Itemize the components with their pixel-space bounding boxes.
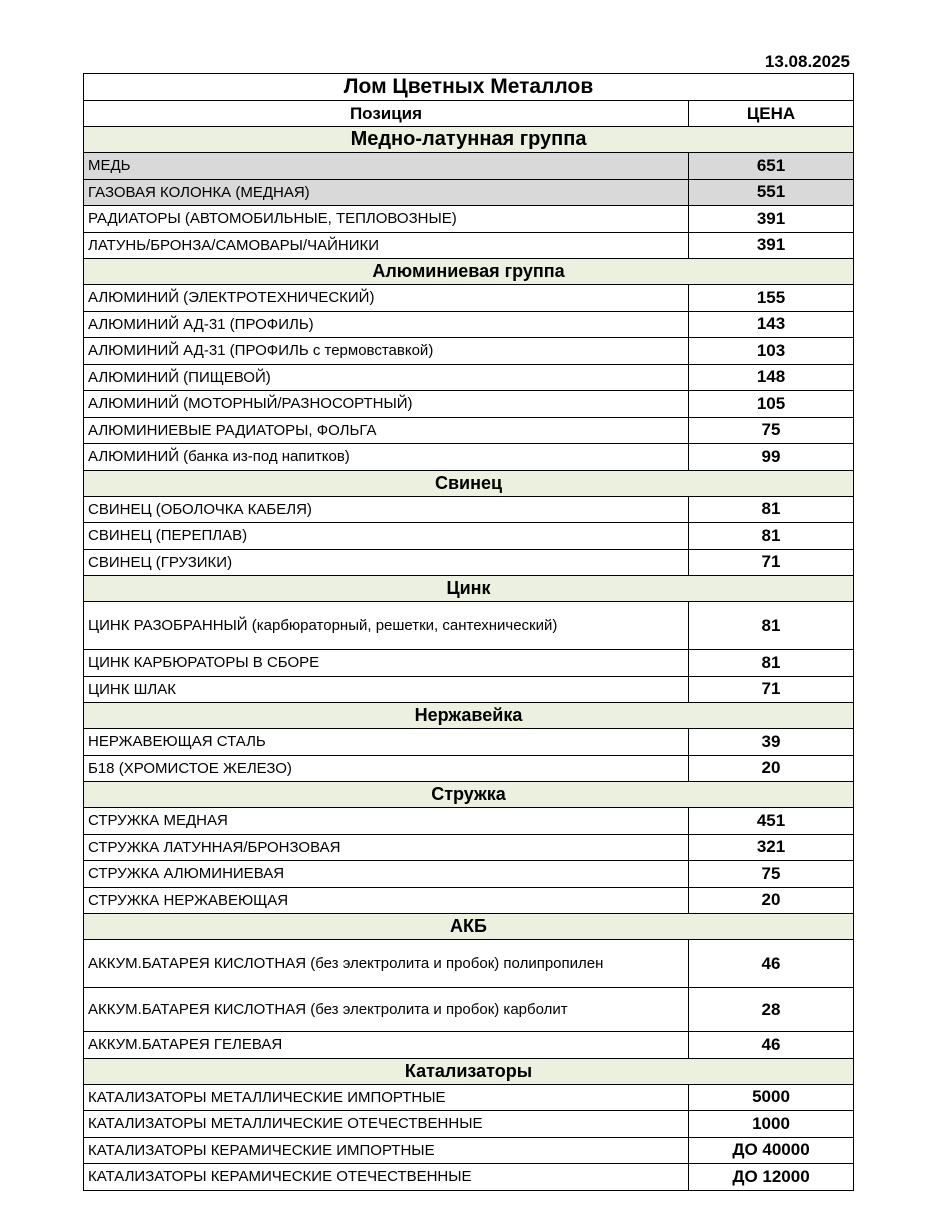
item-name: Б18 (ХРОМИСТОЕ ЖЕЛЕЗО) [84, 755, 689, 782]
item-name: АЛЮМИНИЙ (банка из-под напитков) [84, 444, 689, 471]
item-price: ДО 40000 [689, 1137, 854, 1164]
item-price: 148 [689, 364, 854, 391]
group-header [84, 470, 854, 496]
column-header-price: ЦЕНА [689, 101, 854, 127]
group-title: Свинец [84, 470, 854, 496]
table-title: Лом Цветных Металлов [84, 74, 854, 101]
item-name: ЦИНК РАЗОБРАННЫЙ (карбюраторный, решетки, сантехнический) [84, 602, 689, 650]
table-row [84, 364, 854, 391]
table-row [84, 861, 854, 888]
table-row [84, 1137, 854, 1164]
table-row [84, 391, 854, 418]
item-price: 103 [689, 338, 854, 365]
item-name: РАДИАТОРЫ (АВТОМОБИЛЬНЫЕ, ТЕПЛОВОЗНЫЕ) [84, 206, 689, 233]
table-row [84, 153, 854, 180]
item-price: 551 [689, 179, 854, 206]
table-row [84, 940, 854, 988]
item-name: АЛЮМИНИЙ (ПИЩЕВОЙ) [84, 364, 689, 391]
item-name: АЛЮМИНИЙ (МОТОРНЫЙ/РАЗНОСОРТНЫЙ) [84, 391, 689, 418]
item-price: 75 [689, 417, 854, 444]
item-name: ГАЗОВАЯ КОЛОНКА (МЕДНАЯ) [84, 179, 689, 206]
item-price: 143 [689, 311, 854, 338]
item-price: 391 [689, 206, 854, 233]
item-price: 71 [689, 676, 854, 703]
item-name: МЕДЬ [84, 153, 689, 180]
group-title: Стружка [84, 782, 854, 808]
item-price: 28 [689, 988, 854, 1032]
item-name: ЦИНК КАРБЮРАТОРЫ В СБОРЕ [84, 650, 689, 677]
table-row [84, 496, 854, 523]
table-row [84, 988, 854, 1032]
table-row [84, 285, 854, 312]
item-price: 20 [689, 755, 854, 782]
table-row [84, 549, 854, 576]
item-name: СТРУЖКА МЕДНАЯ [84, 808, 689, 835]
table-row [84, 311, 854, 338]
item-name: АЛЮМИНИЙ (ЭЛЕКТРОТЕХНИЧЕСКИЙ) [84, 285, 689, 312]
item-price: 451 [689, 808, 854, 835]
item-price: 20 [689, 887, 854, 914]
table-row [84, 602, 854, 650]
item-name: АЛЮМИНИЙ АД-31 (ПРОФИЛЬ) [84, 311, 689, 338]
group-header [84, 914, 854, 940]
item-price: 321 [689, 834, 854, 861]
table-row [84, 834, 854, 861]
table-row [84, 887, 854, 914]
price-list-date: 13.08.2025 [764, 52, 850, 71]
item-price: 81 [689, 602, 854, 650]
table-row [84, 808, 854, 835]
item-name: КАТАЛИЗАТОРЫ МЕТАЛЛИЧЕСКИЕ ОТЕЧЕСТВЕННЫЕ [84, 1111, 689, 1138]
table-row [84, 1084, 854, 1111]
item-name: АЛЮМИНИЕВЫЕ РАДИАТОРЫ, ФОЛЬГА [84, 417, 689, 444]
title-row [84, 74, 854, 101]
table-row [84, 650, 854, 677]
item-name: СВИНЕЦ (ПЕРЕПЛАВ) [84, 523, 689, 550]
item-price: 391 [689, 232, 854, 259]
table-row [84, 676, 854, 703]
table-row [84, 232, 854, 259]
group-title: Алюминиевая группа [84, 259, 854, 285]
item-price: 71 [689, 549, 854, 576]
item-price: 1000 [689, 1111, 854, 1138]
item-name: АККУМ.БАТАРЕЯ КИСЛОТНАЯ (без электролита и пробок) полипропилен [84, 940, 689, 988]
group-title: Нержавейка [84, 703, 854, 729]
item-name: СВИНЕЦ (ГРУЗИКИ) [84, 549, 689, 576]
item-price: 46 [689, 940, 854, 988]
item-price: ДО 12000 [689, 1164, 854, 1191]
group-header [84, 782, 854, 808]
item-name: СТРУЖКА ЛАТУННАЯ/БРОНЗОВАЯ [84, 834, 689, 861]
item-name: СТРУЖКА АЛЮМИНИЕВАЯ [84, 861, 689, 888]
table-row [84, 417, 854, 444]
table-row [84, 179, 854, 206]
item-price: 105 [689, 391, 854, 418]
item-name: СТРУЖКА НЕРЖАВЕЮЩАЯ [84, 887, 689, 914]
group-title: Медно-латунная группа [84, 127, 854, 153]
table-row [84, 1164, 854, 1191]
item-name: АККУМ.БАТАРЕЯ КИСЛОТНАЯ (без электролита и пробок) карболит [84, 988, 689, 1032]
header-row [84, 101, 854, 127]
item-name: КАТАЛИЗАТОРЫ КЕРАМИЧЕСКИЕ ИМПОРТНЫЕ [84, 1137, 689, 1164]
column-header-position: Позиция [84, 101, 689, 127]
group-header [84, 576, 854, 602]
item-name: КАТАЛИЗАТОРЫ КЕРАМИЧЕСКИЕ ОТЕЧЕСТВЕННЫЕ [84, 1164, 689, 1191]
item-price: 155 [689, 285, 854, 312]
item-price: 81 [689, 523, 854, 550]
item-price: 99 [689, 444, 854, 471]
item-price: 81 [689, 650, 854, 677]
table-row [84, 1032, 854, 1059]
price-table [83, 73, 854, 1191]
group-header [84, 703, 854, 729]
group-title: АКБ [84, 914, 854, 940]
item-price: 46 [689, 1032, 854, 1059]
group-header [84, 127, 854, 153]
table-row [84, 523, 854, 550]
group-title: Цинк [84, 576, 854, 602]
table-row [84, 729, 854, 756]
table-row [84, 206, 854, 233]
item-price: 75 [689, 861, 854, 888]
item-price: 5000 [689, 1084, 854, 1111]
table-row [84, 755, 854, 782]
item-name: ЛАТУНЬ/БРОНЗА/САМОВАРЫ/ЧАЙНИКИ [84, 232, 689, 259]
item-name: АЛЮМИНИЙ АД-31 (ПРОФИЛЬ с термовставкой) [84, 338, 689, 365]
item-name: СВИНЕЦ (ОБОЛОЧКА КАБЕЛЯ) [84, 496, 689, 523]
item-name: КАТАЛИЗАТОРЫ МЕТАЛЛИЧЕСКИЕ ИМПОРТНЫЕ [84, 1084, 689, 1111]
group-title: Катализаторы [84, 1058, 854, 1084]
table-row [84, 444, 854, 471]
table-row [84, 1111, 854, 1138]
item-name: НЕРЖАВЕЮЩАЯ СТАЛЬ [84, 729, 689, 756]
item-price: 81 [689, 496, 854, 523]
item-name: ЦИНК ШЛАК [84, 676, 689, 703]
item-name: АККУМ.БАТАРЕЯ ГЕЛЕВАЯ [84, 1032, 689, 1059]
item-price: 651 [689, 153, 854, 180]
group-header [84, 1058, 854, 1084]
table-row [84, 338, 854, 365]
group-header [84, 259, 854, 285]
item-price: 39 [689, 729, 854, 756]
